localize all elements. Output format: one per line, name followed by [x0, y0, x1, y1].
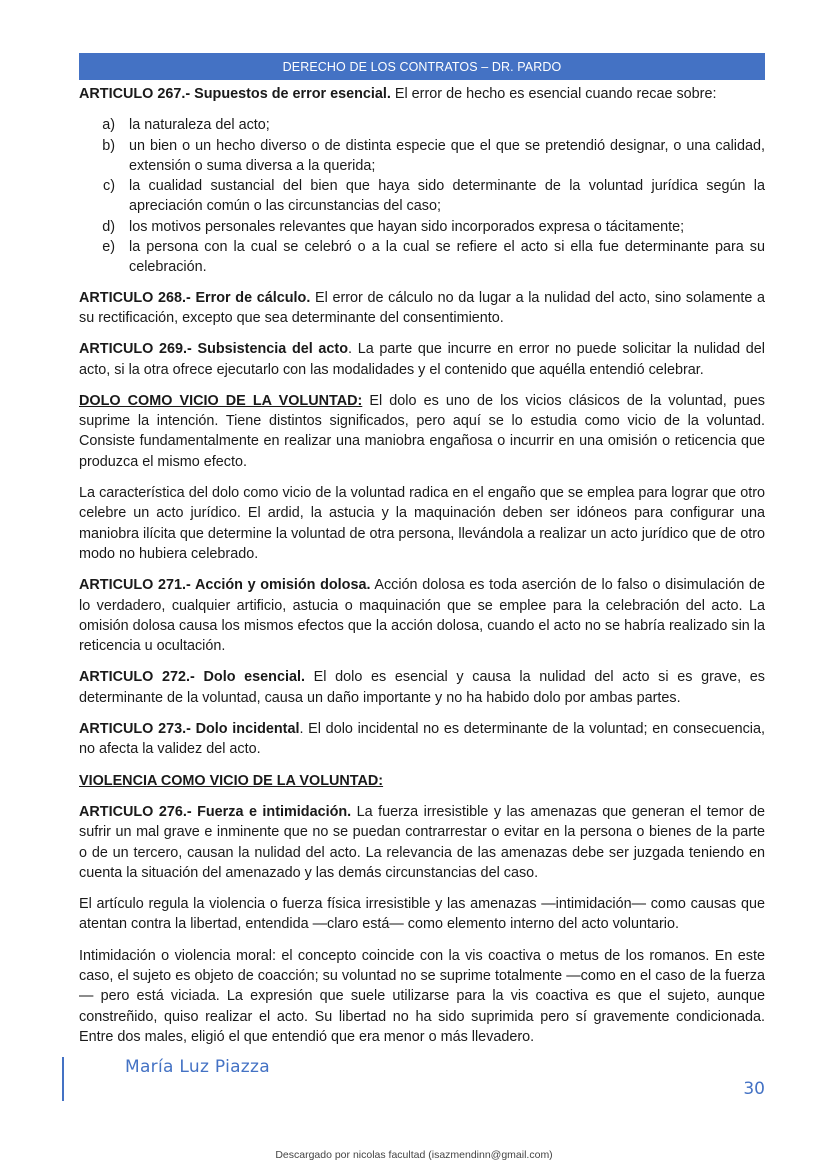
document-body	[79, 84, 765, 1058]
intimidacion-paragraph: Intimidación o violencia moral: el concepto coincide con la vis coactiva o metus de los romanos. En este caso, el sujeto es objeto de coacción; su voluntad no se suprime totalmente —como en el caso de la fuerza— pero está viciada. La expresión que suele utilizarse para la vis coactiva es que el sujeto, aunque constreñido, quiso realizar el acto. Su libertad no ha sido suprimida pero sí gravemente condicionada. Entre dos males, eligió el que entendió que era menor o más llevadero.	[79, 947, 765, 1045]
list-item-text: los motivos personales relevantes que hayan sido incorporados expresa o tácitamente;	[129, 218, 685, 235]
art273-paragraph	[79, 719, 765, 760]
download-note: Descargado por nicolas facultad (isazmendinn@gmail.com)	[275, 1149, 553, 1161]
art271-paragraph	[79, 575, 765, 656]
list-item-text: la cualidad sustancial del bien que haya sido determinante de la voluntad jurídica según la apreciación común o las circunstancias del caso;	[129, 178, 765, 215]
dolo-heading: DOLO COMO VICIO DE LA VOLUNTAD:	[79, 392, 363, 409]
list-item-text: la persona con la cual se celebró o a la cual se refiere el acto si ella fue determinante para su celebración.	[129, 239, 765, 276]
art267-list	[79, 115, 765, 277]
art272-text: El dolo es esencial y causa la nulidad del acto si es grave, es determinante de la voluntad, causa un daño importante y no ha habido dolo por ambas partes.	[79, 669, 765, 706]
list-item	[79, 217, 765, 237]
art271-heading: ARTICULO 271.- Acción y omisión dolosa.	[79, 577, 371, 594]
list-marker: b)	[102, 137, 115, 154]
violencia-heading-paragraph	[79, 771, 765, 791]
list-marker: c)	[103, 178, 115, 195]
footer-divider	[62, 1057, 64, 1101]
art272-heading: ARTICULO 272.- Dolo esencial.	[79, 669, 305, 686]
author-name: María Luz Piazza	[125, 1057, 270, 1077]
art267-heading: ARTICULO 267.- Supuestos de error esencial.	[79, 86, 391, 102]
art276-heading: ARTICULO 276.- Fuerza e intimidación.	[79, 803, 352, 820]
art269-paragraph	[79, 339, 765, 380]
list-marker: d)	[102, 218, 115, 235]
list-marker: e)	[102, 239, 115, 256]
dolo-text: El dolo es uno de los vicios clásicos de la voluntad, pues suprime la intención. Tiene distintos significados, pero aquí se lo estudia como vicio de la voluntad. Consiste fundamentalmente en realizar una maniobra engañosa o incurrir en una omisión o reticencia que produzca el mismo efecto.	[79, 392, 765, 470]
header-title: DERECHO DE LOS CONTRATOS – DR. PARDO	[282, 60, 562, 74]
articulo-paragraph: El artículo regula la violencia o fuerza física irresistible y las amenazas —intimidación— como causas que atentan contra la libertad, entendida —claro está— como elemento interno del acto voluntario.	[79, 896, 765, 933]
art267-paragraph	[79, 84, 765, 104]
list-item	[79, 237, 765, 278]
list-item-text: un bien o un hecho diverso o de distinta especie que el que se pretendió designar, o una calidad, extensión o suma diversa a la querida;	[129, 137, 765, 174]
dolo-paragraph	[79, 391, 765, 472]
art271-text: Acción dolosa es toda aserción de lo falso o disimulación de lo verdadero, cualquier artificio, astucia o maquinación que se emplee para la celebración del acto. La omisión dolosa causa los mismos efectos que la acción dolosa, cuando el acto no se habría realizado sin la reticencia u ocultación.	[79, 577, 765, 655]
list-item	[79, 115, 765, 135]
art268-heading: ARTICULO 268.- Error de cálculo.	[79, 289, 311, 306]
art273-text: . El dolo incidental no es determinante de la voluntad; en consecuencia, no afecta la validez del acto.	[79, 721, 766, 758]
art267-text: El error de hecho es esencial cuando recae sobre:	[390, 86, 717, 102]
art269-text: . La parte que incurre en error no puede solicitar la nulidad del acto, si la otra ofrece ejecutarlo con las modalidades y el contenido que aquélla entendió celebrar.	[79, 341, 766, 378]
art273-heading: ARTICULO 273.- Dolo incidental	[79, 721, 300, 738]
list-item	[79, 136, 765, 177]
art268-paragraph	[79, 288, 765, 329]
page-number: 30	[743, 1079, 765, 1099]
art276-paragraph	[79, 802, 765, 883]
list-marker: a)	[102, 117, 115, 134]
art272-paragraph	[79, 667, 765, 708]
list-item	[79, 176, 765, 217]
art269-heading: ARTICULO 269.- Subsistencia del acto	[79, 341, 349, 358]
art268-text: El error de cálculo no da lugar a la nulidad del acto, sino solamente a su rectificación, excepto que sea determinante del consentimiento.	[79, 289, 765, 326]
page-header	[79, 53, 765, 80]
dolo-paragraph-2: La característica del dolo como vicio de la voluntad radica en el engaño que se emplea para lograr que otro celebre un acto jurídico. El ardid, la astucia y la maquinación deben ser idóneos para configurar una maniobra ilícita que determine la voluntad de otra persona, llevándola a realizar un acto jurídico que de otro modo no hubiera celebrado.	[79, 485, 765, 562]
list-item-text: la naturaleza del acto;	[129, 117, 270, 134]
art276-text: La fuerza irresistible y las amenazas que generan el temor de sufrir un mal grave e inminente que no se puedan contrarrestar o evitar en la persona o bienes de la parte o de un tercero, causan la nulidad del acto. La relevancia de las amenazas debe ser juzgada teniendo en cuenta la situación del amenazado y las demás circunstancias del caso.	[79, 803, 765, 881]
violencia-heading: VIOLENCIA COMO VICIO DE LA VOLUNTAD:	[79, 772, 384, 789]
